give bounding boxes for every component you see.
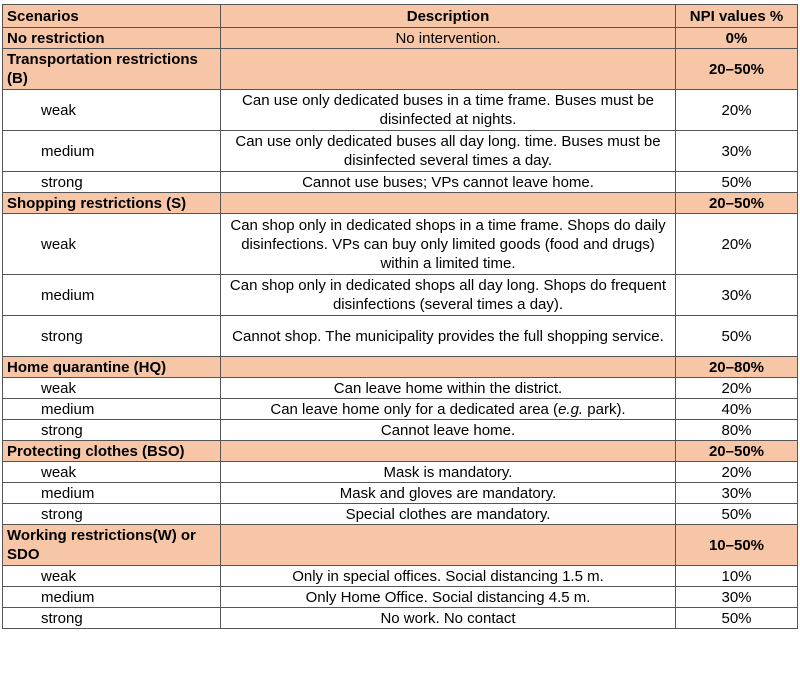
table-row	[3, 483, 798, 504]
category-npi-range: 20–80%	[676, 357, 798, 378]
table-row	[3, 275, 798, 316]
category-row-shopping	[3, 193, 798, 214]
category-row-protecting-clothes	[3, 441, 798, 462]
level-label: medium	[3, 399, 221, 420]
header-description: Description	[221, 5, 676, 28]
level-npi-value: 50%	[676, 172, 798, 193]
category-name: Home quarantine (HQ)	[3, 357, 221, 378]
level-label: medium	[3, 275, 221, 316]
table-row	[3, 504, 798, 525]
table-row	[3, 90, 798, 131]
level-label: weak	[3, 378, 221, 399]
category-row-working-restrictions	[3, 525, 798, 566]
level-npi-value: 30%	[676, 131, 798, 172]
level-description	[221, 399, 676, 420]
level-label: medium	[3, 483, 221, 504]
level-label: strong	[3, 172, 221, 193]
category-name: No restriction	[3, 28, 221, 49]
category-row-home-quarantine	[3, 357, 798, 378]
table-row	[3, 214, 798, 275]
category-npi-range: 20–50%	[676, 49, 798, 90]
category-description	[221, 441, 676, 462]
category-name: Shopping restrictions (S)	[3, 193, 221, 214]
description-italic-text: e.g.	[558, 400, 584, 418]
level-npi-value: 30%	[676, 587, 798, 608]
header-npi-values: NPI values %	[676, 5, 798, 28]
table-row	[3, 399, 798, 420]
category-name: Protecting clothes (BSO)	[3, 441, 221, 462]
level-description: No work. No contact	[221, 608, 676, 629]
level-npi-value: 30%	[676, 275, 798, 316]
category-npi-range: 0%	[676, 28, 798, 49]
category-row-no-restriction	[3, 28, 798, 49]
level-description: Cannot leave home.	[221, 420, 676, 441]
category-npi-range: 20–50%	[676, 441, 798, 462]
level-description: Can shop only in dedicated shops all day long. Shops do frequent disinfections (several times a day).	[221, 275, 676, 316]
category-row-transportation	[3, 49, 798, 90]
category-description	[221, 193, 676, 214]
table-row	[3, 566, 798, 587]
npi-scenarios-table	[2, 4, 798, 629]
level-label: weak	[3, 214, 221, 275]
level-npi-value: 50%	[676, 504, 798, 525]
table-row	[3, 420, 798, 441]
level-description: Mask is mandatory.	[221, 462, 676, 483]
description-text: park).	[583, 400, 626, 418]
level-npi-value: 20%	[676, 214, 798, 275]
level-label: strong	[3, 316, 221, 357]
level-label: weak	[3, 462, 221, 483]
level-description: Only Home Office. Social distancing 4.5 m.	[221, 587, 676, 608]
category-description: No intervention.	[221, 28, 676, 49]
category-npi-range: 20–50%	[676, 193, 798, 214]
header-scenarios: Scenarios	[3, 5, 221, 28]
level-npi-value: 10%	[676, 566, 798, 587]
level-description: Special clothes are mandatory.	[221, 504, 676, 525]
category-name: Working restrictions(W) or SDO	[3, 525, 221, 566]
level-npi-value: 80%	[676, 420, 798, 441]
table-row	[3, 462, 798, 483]
table-row	[3, 172, 798, 193]
level-description: Can use only dedicated buses in a time frame. Buses must be disinfected at nights.	[221, 90, 676, 131]
category-name: Transportation restrictions (B)	[3, 49, 221, 90]
table-row	[3, 587, 798, 608]
level-label: medium	[3, 587, 221, 608]
level-npi-value: 50%	[676, 608, 798, 629]
level-npi-value: 20%	[676, 90, 798, 131]
level-npi-value: 20%	[676, 462, 798, 483]
table-row	[3, 316, 798, 357]
level-label: weak	[3, 566, 221, 587]
level-description: Mask and gloves are mandatory.	[221, 483, 676, 504]
level-label: strong	[3, 608, 221, 629]
level-npi-value: 50%	[676, 316, 798, 357]
description-text: Can leave home only for a dedicated area (	[270, 400, 559, 418]
level-label: weak	[3, 90, 221, 131]
level-label: strong	[3, 504, 221, 525]
table-row	[3, 131, 798, 172]
level-npi-value: 40%	[676, 399, 798, 420]
level-description: Can use only dedicated buses all day long. time. Buses must be disinfected several times a day.	[221, 131, 676, 172]
level-description: Can leave home within the district.	[221, 378, 676, 399]
level-npi-value: 20%	[676, 378, 798, 399]
category-description	[221, 357, 676, 378]
table-row	[3, 378, 798, 399]
category-description	[221, 525, 676, 566]
level-npi-value: 30%	[676, 483, 798, 504]
category-description	[221, 49, 676, 90]
category-npi-range: 10–50%	[676, 525, 798, 566]
table-row	[3, 608, 798, 629]
level-description: Cannot use buses; VPs cannot leave home.	[221, 172, 676, 193]
level-label: medium	[3, 131, 221, 172]
level-description: Can shop only in dedicated shops in a time frame. Shops do daily disinfections. VPs can buy only limited goods (food and drugs) within a limited time.	[221, 214, 676, 275]
level-description: Only in special offices. Social distancing 1.5 m.	[221, 566, 676, 587]
level-description: Cannot shop. The municipality provides the full shopping service.	[221, 316, 676, 357]
level-label: strong	[3, 420, 221, 441]
header-row	[3, 5, 798, 28]
